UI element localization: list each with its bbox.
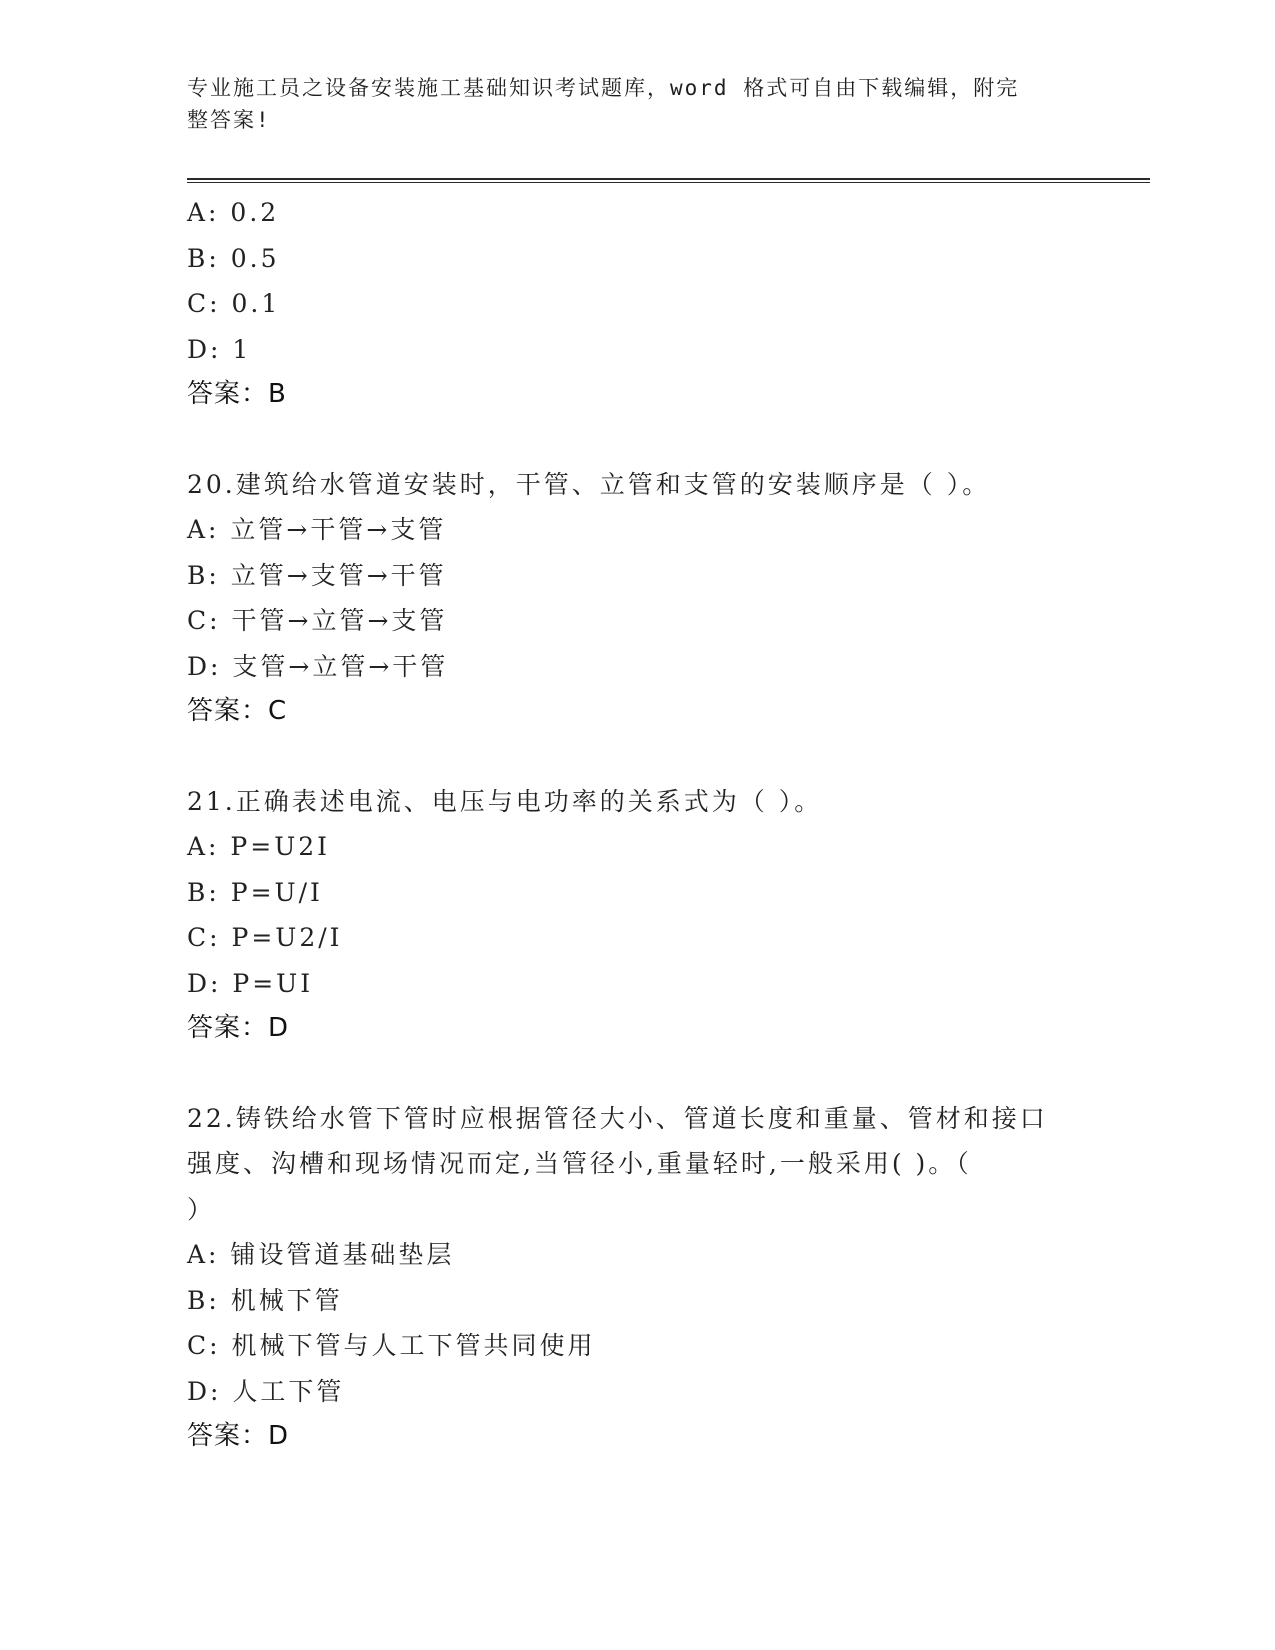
option-a: A: 0.2	[187, 198, 280, 227]
spacer	[187, 735, 1087, 779]
option-c: C: 0.1	[187, 289, 281, 318]
question-19	[187, 190, 1087, 418]
question-stem: 20.建筑给水管道安装时，干管、立管和支管的安装顺序是（ ）。	[187, 469, 991, 499]
question-stem-line-2: 强度、沟槽和现场情况而定,当管径小,重量轻时,一般采用( )。（	[187, 1149, 972, 1178]
option-b: B: 机械下管	[187, 1285, 343, 1315]
header-title-line-2: 整答案!	[187, 108, 271, 132]
option-b: B: 0.5	[187, 243, 280, 273]
spacer	[187, 1052, 1087, 1096]
answer-label: 答案：C	[187, 696, 288, 726]
question-22	[187, 1096, 1087, 1460]
option-c: C: 干管→立管→支管	[187, 606, 448, 635]
header-title-line-1: 专业施工员之设备安装施工基础知识考试题库，word 格式可自由下载编辑，附完	[187, 76, 1020, 100]
option-d: D: P=UI	[187, 968, 314, 998]
option-a: A: 铺设管道基础垫层	[187, 1240, 455, 1269]
question-20	[187, 462, 1087, 735]
answer-label: 答案：B	[187, 379, 287, 409]
question-list	[187, 190, 1087, 1460]
option-b: B: 立管→支管→干管	[187, 560, 447, 590]
option-c: C: P=U2/I	[187, 923, 343, 952]
header-divider	[187, 178, 1150, 183]
answer-label: 答案：D	[187, 1421, 290, 1451]
answer-label: 答案：D	[187, 1013, 290, 1043]
option-c: C: 机械下管与人工下管共同使用	[187, 1331, 596, 1360]
option-d: D: 人工下管	[187, 1376, 345, 1406]
spacer	[187, 418, 1087, 462]
option-b: B: P=U/I	[187, 877, 323, 907]
document-header	[187, 72, 1067, 136]
question-stem-line-1: 22.铸铁给水管下管时应根据管径大小、管道长度和重量、管材和接口	[187, 1103, 1048, 1133]
question-stem: 21.正确表述电流、电压与电功率的关系式为（ ）。	[187, 786, 823, 816]
option-d: D: 支管→立管→干管	[187, 651, 449, 681]
question-21	[187, 779, 1087, 1052]
question-stem-line-3: ）	[187, 1194, 216, 1224]
option-a: A: 立管→干管→支管	[187, 515, 447, 544]
option-d: D: 1	[187, 334, 252, 364]
option-a: A: P=U2I	[187, 832, 331, 861]
